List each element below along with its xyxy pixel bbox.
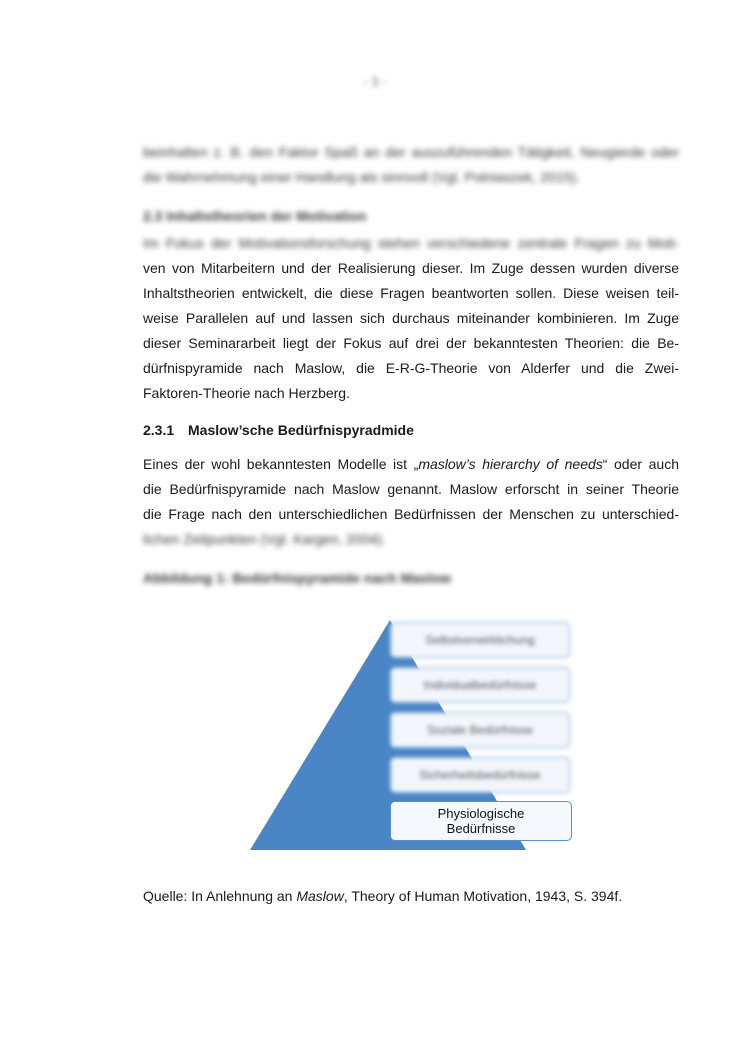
- text-line: beinhalten z. B. den Faktor Spaß an der auszuführenden Tätigkeit, Neugierde oder: [143, 144, 679, 160]
- pyramid-level-2: Individualbedürfnisse: [390, 667, 570, 703]
- section-paragraph: [143, 231, 679, 406]
- text-line: lichen Zeitpunkten (Vgl. Kargen, 2004).: [143, 531, 386, 547]
- pyramid-level-5-label: Physiologische Bedürfnisse: [437, 806, 525, 836]
- figure-source: [143, 888, 622, 904]
- pyramid-level-5: [390, 801, 572, 841]
- figure-caption: Abbildung 1: Bedürfnispyramide nach Maslow: [143, 570, 452, 586]
- italic-term: maslow’s hierarchy of needs: [418, 456, 603, 472]
- section-heading: 2.3 Inhaltstheorien der Motivation: [143, 208, 367, 224]
- text-line: Faktoren-Theorie nach Herzberg.: [143, 385, 350, 401]
- source-rest: , Theory of Human Motivation, 1943, S. 394f.: [343, 888, 623, 904]
- text-line: ven von Mitarbeitern und der Realisierung dieser. Im Zuge dessen wurden diverse: [143, 260, 679, 276]
- text-line: dürfnispyramide nach Maslow, die E-R-G-Theorie von Alderfer und die Zwei-: [143, 360, 679, 376]
- text-line: Inhaltstheorien entwickelt, die diese Fragen beantworten sollen. Diese weisen teil-: [143, 285, 679, 301]
- text-line: dieser Seminararbeit liegt der Fokus auf drei der bekanntesten Theorien: die Be-: [143, 335, 679, 351]
- subsection-paragraph: [143, 452, 679, 552]
- pyramid-level-4: Sicherheitsbedürfnisse: [390, 757, 570, 793]
- text-line: die Frage nach den unterschiedlichen Bedürfnissen der Menschen zu unterschied-: [143, 506, 679, 522]
- text-line: weise Parallelen auf und lassen sich durchaus miteinander kombinieren. Im Zuge: [143, 310, 679, 326]
- text-fragment: “ oder auch: [602, 456, 679, 472]
- page-number: - 3 -: [363, 74, 387, 89]
- text-fragment: Eines der wohl bekanntesten Modelle ist „: [143, 456, 419, 472]
- text-line: [143, 452, 679, 477]
- subsection-number: 2.3.1: [143, 422, 175, 438]
- subsection-title: Maslow’sche Bedürfnispyradmide: [188, 422, 414, 438]
- maslow-pyramid-figure: [250, 618, 580, 854]
- pyramid-level-3: Soziale Bedürfnisse: [390, 712, 570, 748]
- source-author: Maslow: [296, 888, 344, 904]
- text-line: die Wahrnehmung einer Handlung als sinnvoll (Vgl. Polniaszek, 2015).: [143, 169, 580, 185]
- source-prefix: Quelle: In Anlehnung an: [143, 888, 297, 904]
- text-line: die Bedürfnispyramide nach Maslow genannt. Maslow erforscht in seiner Theorie: [143, 481, 679, 497]
- intro-paragraph: [143, 140, 679, 190]
- subsection-heading: [143, 422, 414, 438]
- text-line: Im Fokus der Motivationsforschung stehen verschiedene zentrale Fragen zu Moti-: [143, 235, 679, 251]
- pyramid-level-1: Selbstverwirklichung: [390, 622, 570, 658]
